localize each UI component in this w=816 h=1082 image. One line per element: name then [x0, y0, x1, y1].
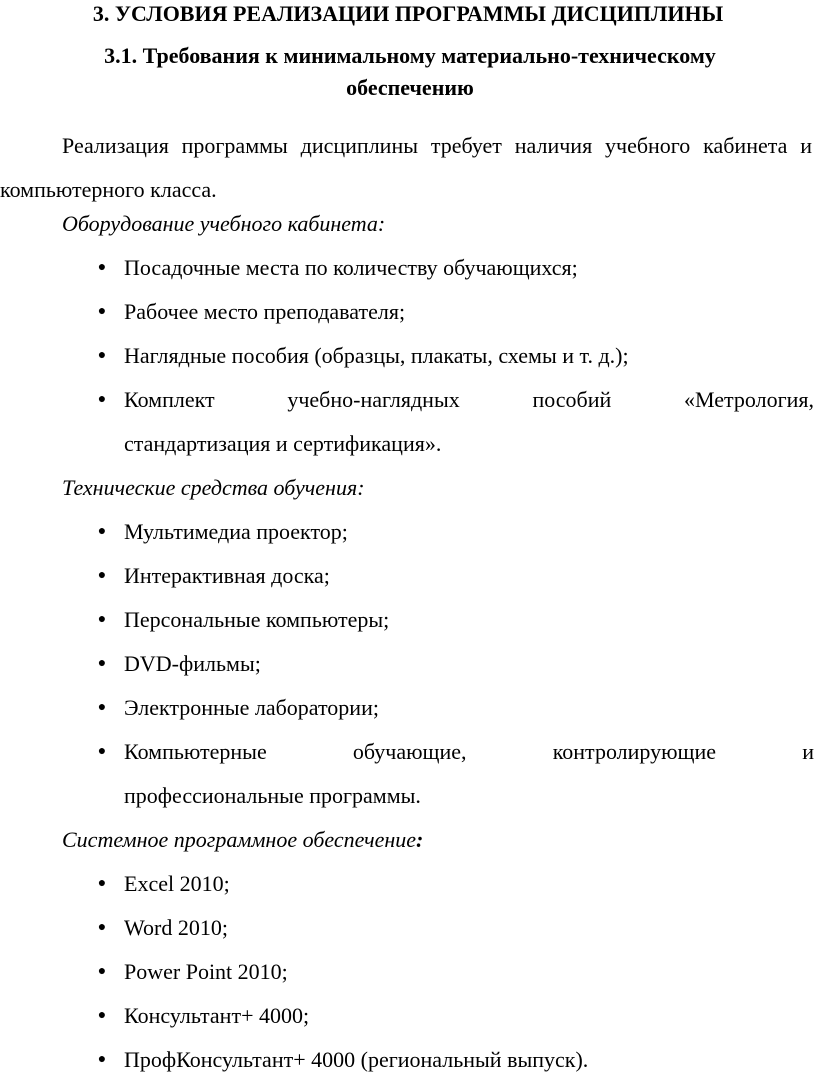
list-item: ● Интерактивная доска;: [0, 554, 814, 598]
bullet-icon: ●: [97, 656, 107, 671]
list-item: ● Комплект учебно-наглядных пособий «Метрология, стандартизация и сертификация».: [0, 378, 814, 466]
list-item: ● Word 2010;: [0, 906, 814, 950]
equipment-list: [0, 246, 816, 466]
bullet-icon: ●: [97, 612, 107, 627]
equipment-heading: Оборудование учебного кабинета:: [62, 211, 386, 236]
list-item: ● ПрофКонсультант+ 4000 (региональный выпуск).: [0, 1038, 814, 1082]
section-subtitle: 3.1. Требования к минимальному материально-техническому обеспечению: [104, 43, 716, 100]
bullet-icon: ●: [97, 1008, 107, 1023]
bullet-icon: ●: [97, 348, 107, 363]
list-item: ● Рабочее место преподавателя;: [0, 290, 814, 334]
list-item: ● Посадочные места по количеству обучающихся;: [0, 246, 814, 290]
list-item: ● DVD-фильмы;: [0, 642, 814, 686]
bullet-icon: ●: [97, 524, 107, 539]
list-item: ● Компьютерные обучающие, контролирующие и профессиональные программы.: [0, 730, 814, 818]
list-item: ● Excel 2010;: [0, 862, 814, 906]
bullet-icon: ●: [97, 392, 107, 407]
system-software-heading: Системное программное обеспечение:: [62, 827, 424, 852]
technical-means-heading: Технические средства обучения:: [62, 475, 365, 500]
list-item: ● Консультант+ 4000;: [0, 994, 814, 1038]
system-software-list: [0, 862, 816, 1082]
list-item: ● Электронные лаборатории;: [0, 686, 814, 730]
bullet-icon: ●: [97, 744, 107, 759]
list-item: ● Power Point 2010;: [0, 950, 814, 994]
bullet-icon: ●: [97, 700, 107, 715]
list-item: ● Персональные компьютеры;: [0, 598, 814, 642]
page-title: 3. УСЛОВИЯ РЕАЛИЗАЦИИ ПРОГРАММЫ ДИСЦИПЛИНЫ: [92, 1, 724, 26]
bullet-icon: ●: [97, 260, 107, 275]
bullet-icon: ●: [97, 304, 107, 319]
list-item: ● Мультимедиа проектор;: [0, 510, 814, 554]
intro-paragraph: Реализация программы дисциплины требует наличия учебного кабинета и компьютерного класса.: [0, 133, 812, 202]
bullet-icon: ●: [97, 1052, 107, 1067]
bullet-icon: ●: [97, 568, 107, 583]
bullet-icon: ●: [97, 964, 107, 979]
bullet-icon: ●: [97, 876, 107, 891]
list-item: ● Наглядные пособия (образцы, плакаты, схемы и т. д.);: [0, 334, 814, 378]
bullet-icon: ●: [97, 920, 107, 935]
technical-means-list: [0, 510, 816, 818]
